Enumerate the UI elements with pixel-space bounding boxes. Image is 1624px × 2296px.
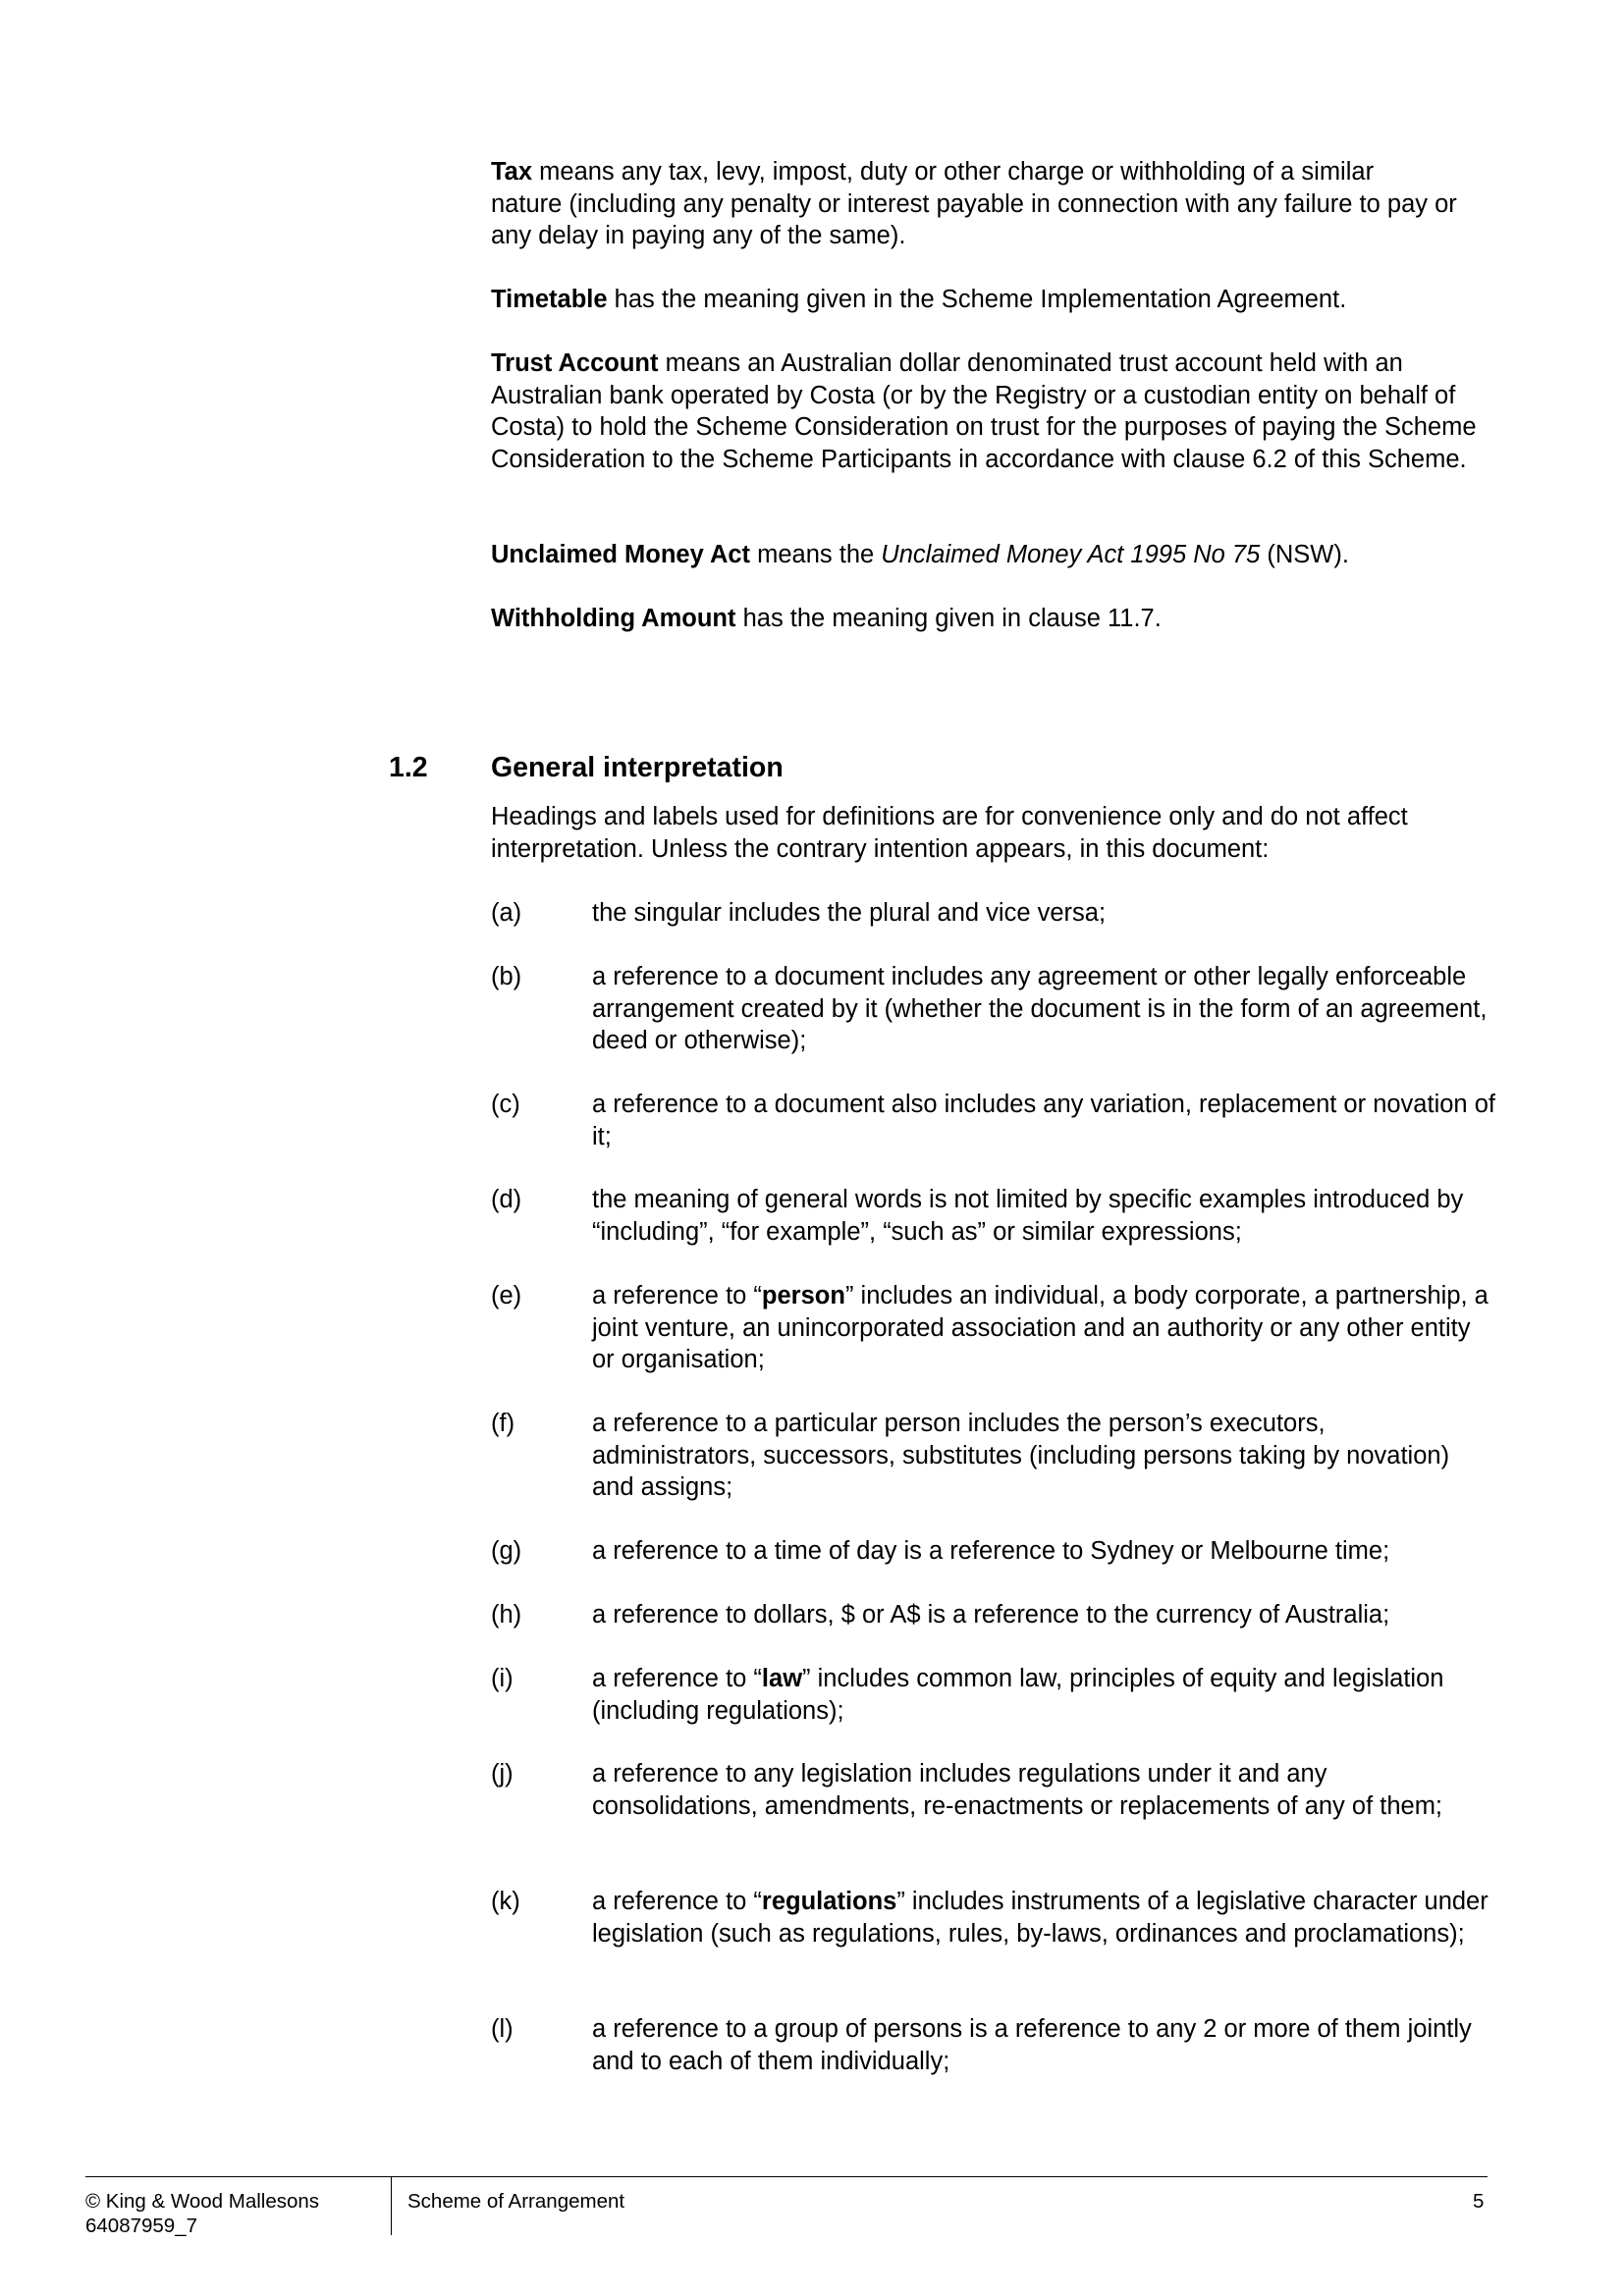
list-item-label: (d) xyxy=(491,1186,522,1213)
defined-term-person: person xyxy=(761,1282,845,1309)
definition-withholding-amount xyxy=(491,603,1492,635)
list-item-label: (f) xyxy=(491,1410,515,1437)
list-item-text xyxy=(592,1886,1495,1949)
list-item-label: (h) xyxy=(491,1601,522,1629)
definition-tax-text-rest: nature (including any penalty or interest payable in connection with any failure to pay or any delay in paying any of the same). xyxy=(491,189,1457,249)
list-item-label: (b) xyxy=(491,963,522,990)
footer-title: Scheme of Arrangement xyxy=(407,2190,625,2213)
definition-unclaimed-text-after: (NSW). xyxy=(1260,541,1349,568)
list-item-text: a reference to a time of day is a reference to Sydney or Melbourne time; xyxy=(592,1537,1390,1565)
list-item-text: a reference to dollars, $ or A$ is a reference to the currency of Australia; xyxy=(592,1601,1390,1629)
list-item-text xyxy=(592,1280,1495,1376)
list-item-label: (g) xyxy=(491,1537,522,1565)
list-item-label: (c) xyxy=(491,1091,520,1118)
footer-copyright: © King & Wood Mallesons xyxy=(85,2190,320,2213)
list-item-text: a reference to a document also includes any variation, replacement or novation of it; xyxy=(592,1091,1495,1150)
footer-left xyxy=(85,2189,319,2238)
list-item-label: (e) xyxy=(491,1282,522,1309)
list-item-text-after: ” includes instruments of a legislative character under legislation (such as regulations, rules, by-laws, ordinances and proclamations); xyxy=(592,1888,1489,1948)
section-number: 1.2 xyxy=(389,752,428,783)
list-item-label: (j) xyxy=(491,1760,514,1788)
term-trust-account: Trust Account xyxy=(491,349,659,377)
definition-timetable-text: has the meaning given in the Scheme Implementation Agreement. xyxy=(607,286,1347,313)
footer-page-number: 5 xyxy=(1473,2190,1485,2213)
list-item-text: a reference to a group of persons is a reference to any 2 or more of them jointly and to each of them individually; xyxy=(592,2015,1472,2075)
act-title: Unclaimed Money Act 1995 No 75 xyxy=(881,541,1261,568)
list-item-text: a reference to a particular person includes the person’s executors, administrators, successors, substitutes (including persons taking by novation) and assigns; xyxy=(592,1410,1450,1501)
term-withholding-amount: Withholding Amount xyxy=(491,605,736,632)
definition-trust-account xyxy=(491,347,1492,475)
list-item-text xyxy=(592,1663,1495,1727)
definition-tax xyxy=(491,156,1492,252)
definition-unclaimed-money-act xyxy=(491,539,1492,571)
term-unclaimed-money-act: Unclaimed Money Act xyxy=(491,541,751,568)
list-item-text: a reference to any legislation includes regulations under it and any consolidations, amendments, re-enactments or replacements of any of them; xyxy=(592,1760,1443,1820)
term-tax: Tax xyxy=(491,158,533,186)
definition-unclaimed-text-before: means the xyxy=(750,541,882,568)
list-item-label: (l) xyxy=(491,2015,514,2043)
defined-term-law: law xyxy=(761,1665,803,1692)
definition-withholding-text: has the meaning given in clause 11.7. xyxy=(735,605,1162,632)
list-item-text-after: ” includes common law, principles of equity and legislation (including regulations); xyxy=(592,1665,1444,1725)
list-item-text-before: a reference to “ xyxy=(592,1282,762,1309)
footer-separator xyxy=(391,2176,392,2235)
footer-divider xyxy=(85,2176,1488,2177)
definition-timetable xyxy=(491,284,1492,316)
list-item-text-before: a reference to “ xyxy=(592,1665,762,1692)
defined-term-regulations: regulations xyxy=(761,1888,897,1915)
list-item-text: a reference to a document includes any agreement or other legally enforceable arrangement created by it (whether the document is in the form of an agreement, deed or otherwise); xyxy=(592,963,1488,1054)
list-item-label: (a) xyxy=(491,899,522,927)
list-item-label: (k) xyxy=(491,1888,520,1915)
term-timetable: Timetable xyxy=(491,286,608,313)
list-item-text-before: a reference to “ xyxy=(592,1888,762,1915)
definition-tax-text: means any tax, levy, impost, duty or other charge or withholding of a similar xyxy=(532,158,1375,186)
section-intro: Headings and labels used for definitions are for convenience only and do not affect interpretation. Unless the contrary intention appears, in this document: xyxy=(491,803,1408,863)
list-item-label: (i) xyxy=(491,1665,514,1692)
list-item-text: the meaning of general words is not limited by specific examples introduced by “including”, “for example”, “such as” or similar expressions; xyxy=(592,1186,1464,1246)
list-item-text-after: ” includes an individual, a body corporate, a partnership, a joint venture, an unincorporated association and an authority or any other entity or organisation; xyxy=(592,1282,1489,1373)
definition-trust-account-text: means an Australian dollar denominated trust account held with an Australian bank operated by Costa (or by the Registry or a custodian entity on behalf of Costa) to hold the Scheme Consideration on trust for the purposes of paying the Scheme Consideration to the Scheme Participants in accordance with clause 6.2 of this Scheme. xyxy=(491,349,1477,473)
section-title: General interpretation xyxy=(491,752,784,783)
footer-doc-id: 64087959_7 xyxy=(85,2215,198,2237)
list-item-text: the singular includes the plural and vice versa; xyxy=(592,899,1107,927)
